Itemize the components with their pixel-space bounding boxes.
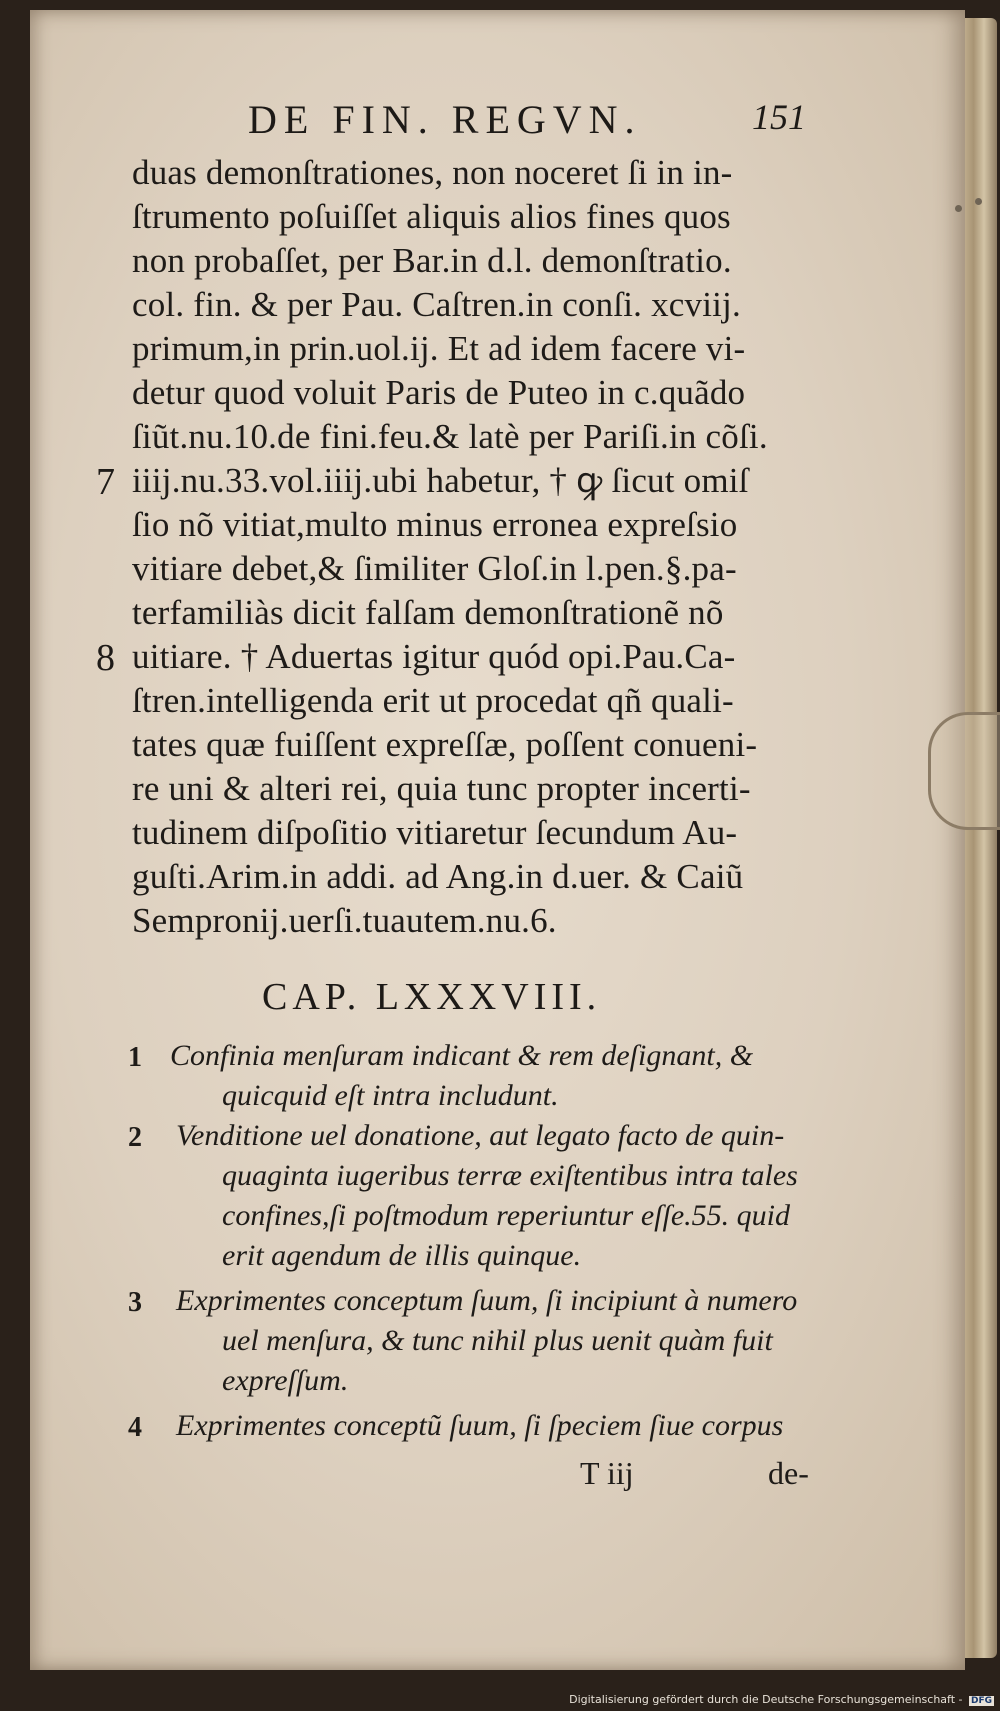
summary-line: Venditione uel donatione, aut legato facto de quin- [176,1119,785,1152]
body-line: terfamiliàs dicit falſam demonſtrationẽ nõ [132,593,724,632]
digitization-credit [569,1693,994,1706]
summary-line: erit agendum de illis quinque. [222,1239,582,1272]
body-line: tudinem diſpoſitio vitiaretur ſecundum Au- [132,813,738,852]
summary-line: Confinia menſuram indicant & rem deſignant, & [170,1039,754,1072]
body-line: vitiare debet,& ſimiliter Gloſ.in l.pen.§.pa- [132,549,737,588]
summary-line: Exprimentes conceptum ſuum, ſi incipiunt à numero [176,1284,798,1317]
summary-line: expreſſum. [222,1364,349,1397]
pin-mark [955,205,962,212]
summary-line: uel menſura, & tunc nihil plus uenit quàm fuit [222,1324,773,1357]
body-line: duas demonſtrationes, non noceret ſi in in- [132,153,733,192]
margin-number: 7 [96,461,115,503]
dfg-logo: DFG [970,1696,992,1706]
margin-number: 8 [96,637,115,679]
summary-line: quaginta iugeribus terræ exiſtentibus intra tales [222,1159,798,1192]
body-line: col. fin. & per Pau. Caſtren.in conſi. xcviij. [132,285,741,324]
body-line: ſiũt.nu.10.de fini.feu.& latè per Pariſi.in cõſi. [132,417,768,456]
running-head: DE FIN. REGVN. [248,97,642,142]
summary-number: 1 [128,1042,142,1073]
summary-line: Exprimentes conceptũ ſuum, ſi ſpeciem ſiue corpus [176,1409,784,1442]
chapter-heading: CAP. LXXXVIII. [262,976,602,1018]
summary-line: confines,ſi poſtmodum reperiuntur eſſe.55. quid [222,1199,790,1232]
body-line: guſti.Arim.in addi. ad Ang.in d.uer. & Caiũ [132,857,744,896]
body-line: ſtrumento poſuiſſet aliquis alios fines quos [132,197,731,236]
body-line: tates quæ fuiſſent expreſſæ, poſſent conueni- [132,725,758,764]
body-line: ſtren.intelligenda erit ut procedat qñ quali- [132,681,734,720]
summary-number: 4 [128,1412,142,1443]
page-clasp [928,712,1000,830]
summary-line: quicquid eſt intra includunt. [222,1079,559,1112]
signature-mark: T iij [580,1455,634,1491]
catchword: de- [768,1455,809,1491]
body-line: primum,in prin.uol.ij. Et ad idem facere vi- [132,329,746,368]
pin-mark [975,198,982,205]
page-number: 151 [752,97,806,137]
body-line: uitiare. † Aduertas igitur quód opi.Pau.Ca- [132,637,736,676]
body-line: non probaſſet, per Bar.in d.l. demonſtratio. [132,241,732,280]
body-line: Sempronij.uerſi.tuautem.nu.6. [132,901,557,940]
body-line: detur quod voluit Paris de Puteo in c.quãdo [132,373,746,412]
credit-text: Digitalisierung gefördert durch die Deutsche Forschungsgemeinschaft - [569,1693,963,1706]
body-line: iiij.nu.33.vol.iiij.ubi habetur, † ꝙ ſicut omiſ [132,461,749,500]
body-line: ſio nõ vitiat,multo minus erronea expreſsio [132,505,738,544]
summary-number: 2 [128,1122,142,1153]
summary-number: 3 [128,1287,142,1318]
body-line: re uni & alteri rei, quia tunc propter incerti- [132,769,751,808]
